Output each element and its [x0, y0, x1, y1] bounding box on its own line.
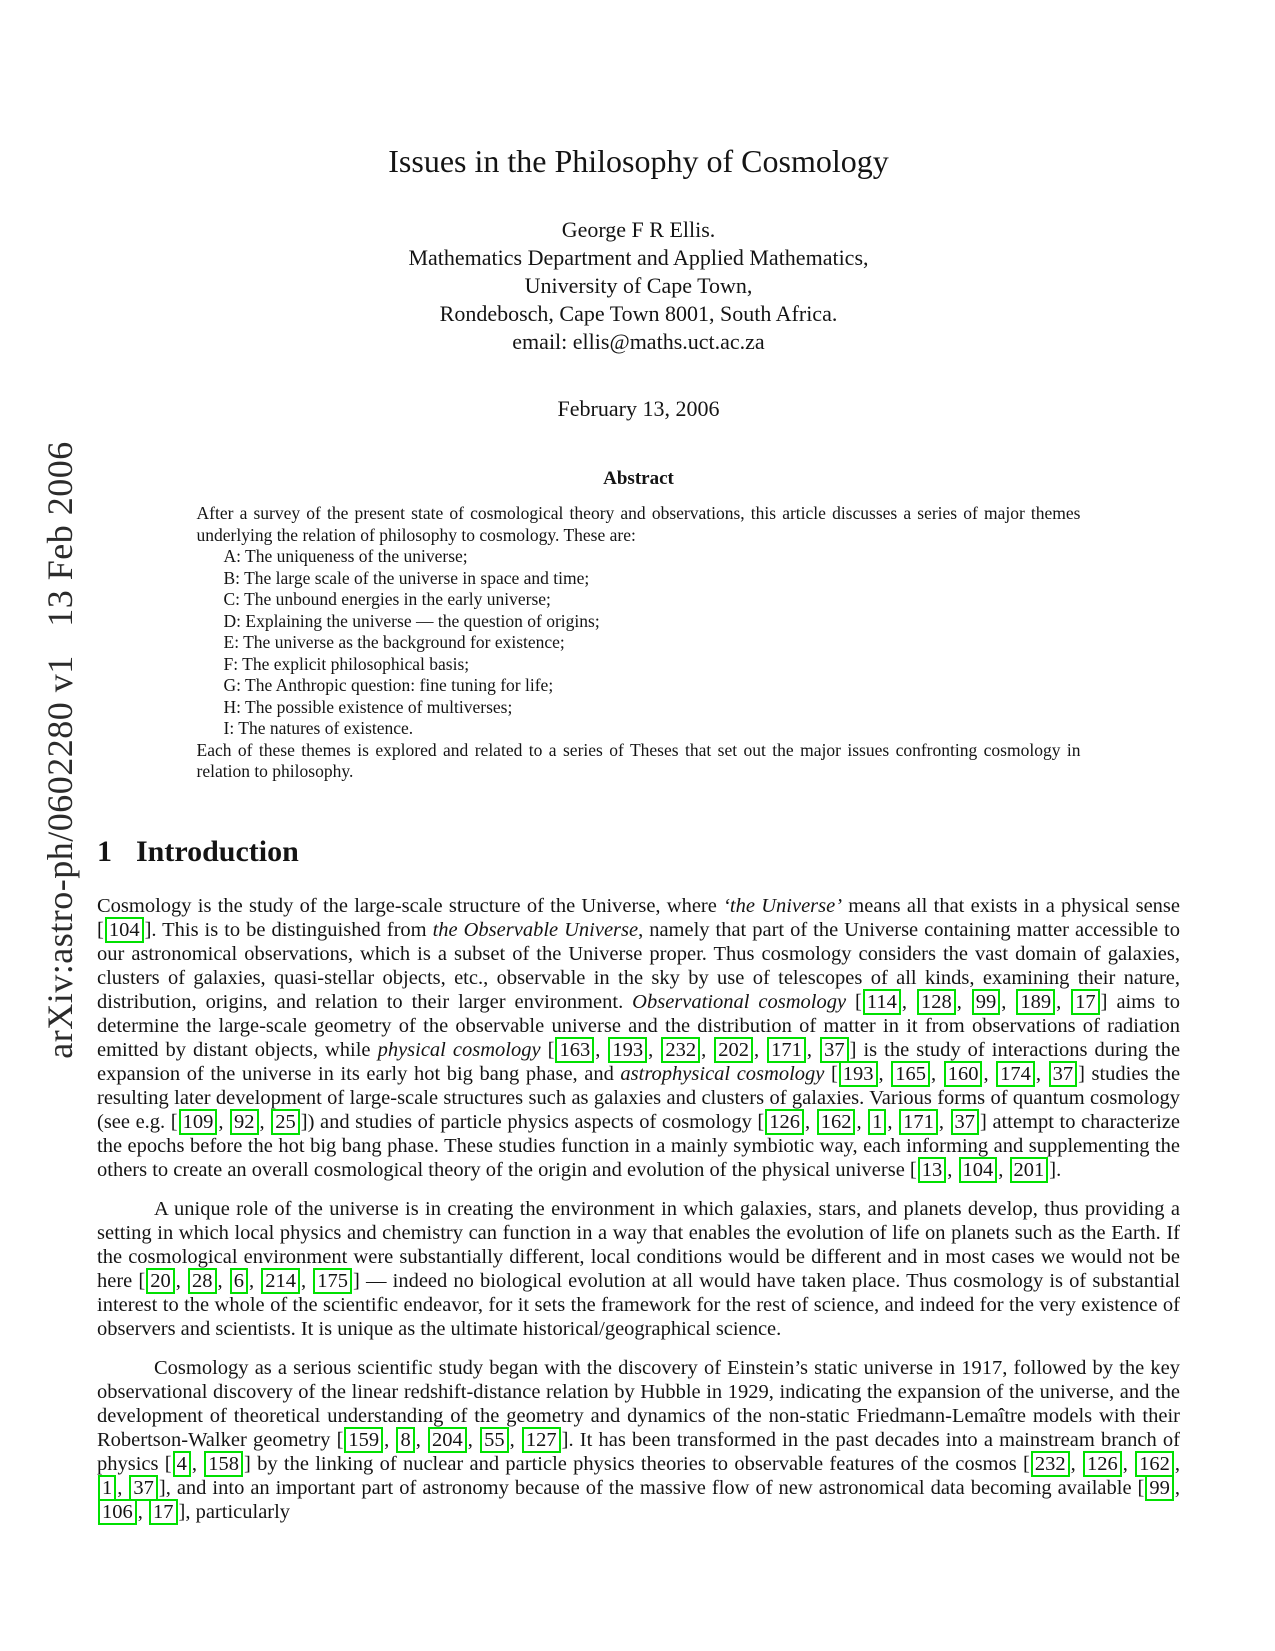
- citation-link[interactable]: 232: [1031, 1451, 1070, 1477]
- paper-date: February 13, 2006: [557, 396, 720, 421]
- abstract-theme-item: A: The uniqueness of the universe;: [223, 546, 468, 566]
- citation-link[interactable]: 193: [608, 1037, 647, 1063]
- citation-link[interactable]: 160: [944, 1061, 983, 1087]
- text-run: [846, 991, 855, 1013]
- citation-link[interactable]: 8: [396, 1427, 414, 1453]
- abstract-section: [197, 468, 1081, 783]
- text-run: , namely that part of the Universe containing matter accessible to our astronomical observations, which is a subset of the Universe proper. Thus cosmology considers the vast domain of galaxies, clusters of galaxies, quasi-stellar objects, etc., observable in the sky by use of telescopes of all kinds, examining their nature, distribution, origins, and relation to their larger environment.: [97, 918, 1180, 1013]
- body-text: [97, 894, 1180, 1524]
- text-run: studies the resulting later development of large-scale structures such as galaxies and clusters of galaxies. Various forms of quantum cosmology (see e.g.: [97, 1062, 1181, 1133]
- abstract-theme-item: I: The natures of existence.: [223, 718, 414, 738]
- text-run: Cosmology is the study of the large-scale structure of the Universe, where: [97, 894, 724, 917]
- author-affiliation-line: Mathematics Department and Applied Mathematics,: [408, 245, 869, 270]
- citation-link[interactable]: 17: [1071, 989, 1100, 1015]
- citation-link[interactable]: 174: [996, 1061, 1035, 1087]
- citation-link[interactable]: 232: [661, 1037, 700, 1063]
- citation-link[interactable]: 6: [230, 1268, 248, 1294]
- citation-link[interactable]: 202: [714, 1037, 753, 1063]
- text-run: — indeed no biological evolution at all would have taken place. Thus cosmology is of substantial interest to the whole of the scientific endeavor, for it sets the framework for the rest of science, and indeed for the very existence of observers and scientists. It is unique as the ultimate historical/geographical science.: [97, 1269, 1181, 1340]
- abstract-body: [197, 503, 1081, 783]
- text-run: the Observable Universe: [432, 918, 639, 941]
- abstract-theme-item: C: The unbound energies in the early universe;: [223, 589, 551, 609]
- abstract-theme-item: G: The Anthropic question: fine tuning for life;: [223, 675, 554, 695]
- citation-link[interactable]: 28: [188, 1268, 217, 1294]
- citation-link[interactable]: 20: [146, 1268, 175, 1294]
- abstract-theme-item: F: The explicit philosophical basis;: [223, 653, 470, 674]
- citation-link[interactable]: 25: [271, 1109, 300, 1135]
- text-run: Observational cosmology: [632, 990, 847, 1013]
- text-run: aims to determine the large-scale geometry of the observable universe and the distribution of matter in it from observations of radiation emitted by distant objects, while: [97, 990, 1181, 1061]
- text-run: .: [1056, 1158, 1062, 1181]
- citation-link[interactable]: 37: [1049, 1061, 1078, 1087]
- citation-link[interactable]: 104: [105, 917, 144, 943]
- citation-link[interactable]: 193: [839, 1061, 878, 1087]
- text-run: , and into an important part of astronomy because of the massive flow of new astronomical data becoming available: [165, 1476, 1138, 1499]
- citation-link[interactable]: 175: [313, 1268, 352, 1294]
- abstract-outro: Each of these themes is explored and related to a series of Theses that set out the major issues confronting cosmology in relation to philosophy.: [196, 739, 1081, 781]
- text-run: , particularly: [185, 1500, 291, 1523]
- citation-link[interactable]: 162: [1135, 1451, 1174, 1477]
- citation-link[interactable]: 171: [899, 1109, 938, 1135]
- citation-link[interactable]: 4: [173, 1451, 191, 1477]
- abstract-theme-item: H: The possible existence of multiverses;: [223, 696, 513, 717]
- text-run: . It has been transformed in the past decades into a mainstream branch of physics: [97, 1428, 1180, 1475]
- citation-link[interactable]: 17: [149, 1499, 178, 1525]
- text-run: A unique role of the universe is in creating the environment in which galaxies, stars, and planets develop, thus providing a setting in which local physics and chemistry can function in a way that enables the evolution of life on planets such as the Earth. If the cosmological environment were substantially different, local conditions would be different and in most cases we would not be here: [97, 1197, 1180, 1292]
- citation-link[interactable]: 158: [204, 1451, 243, 1477]
- citation-link[interactable]: 162: [817, 1109, 856, 1135]
- author-name: George F R Ellis.: [561, 217, 716, 242]
- text-run: Cosmology as a serious scientific study began with the discovery of Einstein’s static universe in 1917, followed by the key observational discovery of the linear redshift-distance relation by Hubble in 1929, indicating the expansion of the universe, and the development of theoretical understanding of the geometry and dynamics of the non-static Friedmann-Lemaître models with their Robertson-Walker geometry: [97, 1356, 1180, 1451]
- citation-link[interactable]: 13: [918, 1157, 947, 1183]
- text-run: [541, 1039, 548, 1061]
- citation-link[interactable]: 204: [428, 1427, 467, 1453]
- page-title: Issues in the Philosophy of Cosmology: [388, 143, 889, 179]
- abstract-theme-item: D: Explaining the universe — the question of origins;: [223, 610, 600, 631]
- text-run: by the linking of nuclear and particle physics theories to observable features of the cosmos: [250, 1452, 1023, 1475]
- citation-link[interactable]: 189: [1016, 989, 1055, 1015]
- citation-link[interactable]: 55: [480, 1427, 509, 1453]
- citation-link[interactable]: 37: [951, 1109, 980, 1135]
- text-run: [824, 1063, 831, 1085]
- citation-link[interactable]: 126: [1083, 1451, 1122, 1477]
- citation-link[interactable]: 159: [344, 1427, 383, 1453]
- citation-link[interactable]: 165: [891, 1061, 930, 1087]
- citation-link[interactable]: 127: [522, 1427, 561, 1453]
- citation-link[interactable]: 163: [555, 1037, 594, 1063]
- citation-link[interactable]: 92: [230, 1109, 259, 1135]
- citation-link[interactable]: 99: [1145, 1475, 1174, 1501]
- author-block: [97, 216, 1180, 356]
- citation-link[interactable]: 214: [261, 1268, 300, 1294]
- text-run: astrophysical cosmology: [620, 1062, 825, 1085]
- citation-link[interactable]: 99: [972, 989, 1001, 1015]
- citation-link[interactable]: 104: [959, 1157, 998, 1183]
- paragraph: A unique role of the universe is in creating the environment in which galaxies, stars, and planets develop, thus providing a setting in which local physics and chemistry can function in a way that enables the evolution of life on planets such as the Earth. If the cosmological environment were substantially different, local conditions would be different and in most cases we would not be here [ 20 , 28 , 6 , 214 , 175 ] — indeed no biological evolution at all would have taken place. Thus cosmology is of substantial interest to the whole of the scientific endeavor, for it sets the framework for the rest of science, and indeed for the very existence of observers and scientists. It is unique as the ultimate historical/geographical science.: [97, 1197, 1181, 1340]
- citation-link[interactable]: 126: [765, 1109, 804, 1135]
- text-run: ) and studies of particle physics aspects of cosmology: [307, 1110, 758, 1133]
- citation-link[interactable]: 171: [767, 1037, 806, 1063]
- citation-link[interactable]: 1: [98, 1475, 116, 1501]
- paragraph: Cosmology is the study of the large-scale structure of the Universe, where ‘the Universe’ means all that exists in a physical sense [ 104 ]. This is to be distinguished from the Observable Universe, namely that part of the Universe containing matter accessible to our astronomical observations, which is a subset of the Universe proper. Thus cosmology considers the vast domain of galaxies, clusters of galaxies, quasi-stellar objects, etc., observable in the sky by use of telescopes of all kinds, examining their nature, distribution, origins, and relation to their larger environment. Observational cosmology [ 114 , 128 , 99 , 189 , 17 ] aims to determine the large-scale geometry of the observable universe and the distribution of matter in it from observations of radiation emitted by distant objects, while physical cosmology [ 163 , 193 , 232 , 202 , 171 , 37 ] is the study of interactions during the expansion of the universe in its early hot big bang phase, and astrophysical cosmology [ 193 , 165 , 160 , 174 , 37 ] studies the resulting later development of large-scale structures such as galaxies and clusters of galaxies. Various forms of quantum cosmology (see e.g. [ 109 , 92 , 25 ]) and studies of particle physics aspects of cosmology [ 126 , 162 , 1 , 171 , 37 ] attempt to characterize the epochs before the hot big bang phase. These studies function in a mainly symbiotic way, each informing and supplementing the others to create an overall cosmological theory of the origin and evolution of the physical universe [ 13 , 104 , 201 ].: [97, 894, 1181, 1181]
- text-run: attempt to characterize the epochs before the hot big bang phase. These studies function in a mainly symbiotic way, each informing and supplementing the others to create an overall cosmological theory of the origin and evolution of the physical universe: [97, 1110, 1181, 1181]
- author-affiliation-line: University of Cape Town,: [524, 273, 753, 298]
- author-email: email: ellis@maths.uct.ac.za: [512, 329, 765, 354]
- author-affiliation-line: Rondebosch, Cape Town 8001, South Africa.: [439, 301, 838, 326]
- arxiv-watermark: arXiv:astro-ph/0602280 v1 13 Feb 2006: [40, 441, 80, 1059]
- text-run: physical cosmology: [377, 1038, 541, 1061]
- section-title: Introduction: [136, 834, 299, 868]
- abstract-theme-item: E: The universe as the background for existence;: [223, 632, 565, 652]
- citation-link[interactable]: 106: [98, 1499, 137, 1525]
- abstract-heading: Abstract: [603, 468, 674, 489]
- text-run: . This is to be distinguished from: [151, 918, 433, 941]
- text-run: means all that exists in a physical sense: [842, 894, 1181, 917]
- citation-link[interactable]: 114: [863, 989, 901, 1015]
- section-number: 1: [97, 834, 112, 868]
- citation-link[interactable]: 37: [820, 1037, 849, 1063]
- abstract-intro: After a survey of the present state of cosmological theory and observations, this article discusses a series of major themes underlying the relation of philosophy to cosmology. These are:: [196, 503, 1081, 545]
- page: [97, 0, 1180, 1524]
- abstract-theme-item: B: The large scale of the universe in space and time;: [223, 567, 590, 588]
- citation-link[interactable]: 1: [868, 1109, 886, 1135]
- section-heading-introduction: [97, 835, 1180, 869]
- citation-link[interactable]: 109: [179, 1109, 218, 1135]
- citation-link[interactable]: 201: [1010, 1157, 1049, 1183]
- citation-link[interactable]: 37: [129, 1475, 158, 1501]
- paragraph: Cosmology as a serious scientific study began with the discovery of Einstein’s static universe in 1917, followed by the key observational discovery of the linear redshift-distance relation by Hubble in 1929, indicating the expansion of the universe, and the development of theoretical understanding of the geometry and dynamics of the non-static Friedmann-Lemaître models with their Robertson-Walker geometry [ 159 , 8 , 204 , 55 , 127 ]. It has been transformed in the past decades into a mainstream branch of physics [ 4 , 158 ] by the linking of nuclear and particle physics theories to observable features of the cosmos [ 232 , 126 , 162 , 1 , 37 ], and into an important part of astronomy because of the massive flow of new astronomical data becoming available [ 99 , 106 , 17 ], particularly: [97, 1356, 1181, 1523]
- text-run: ‘the Universe’: [723, 894, 843, 917]
- citation-link[interactable]: 128: [917, 989, 956, 1015]
- text-run: is the study of interactions during the expansion of the universe in its early hot big bang phase, and: [97, 1038, 1181, 1085]
